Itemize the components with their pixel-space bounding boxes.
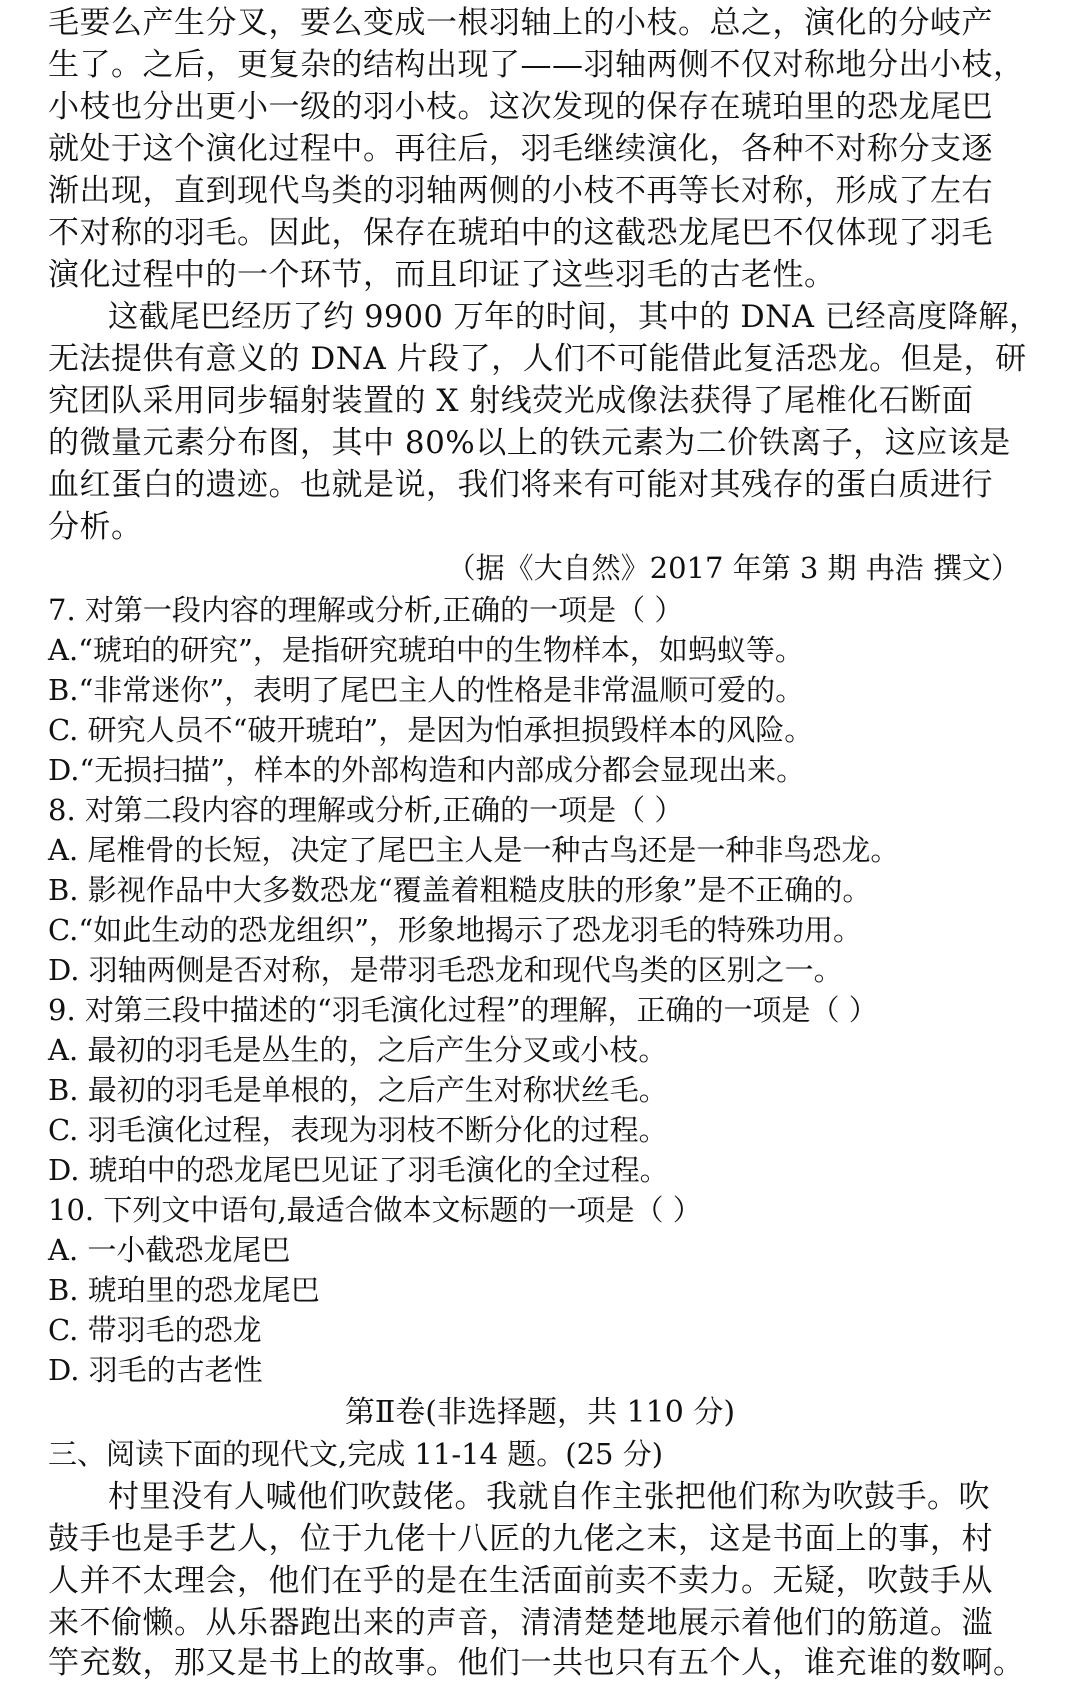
passage-line: 不对称的羽毛。因此，保存在琥珀中的这截恐龙尾巴不仅体现了羽毛 — [48, 215, 993, 251]
answer-option: A. 尾椎骨的长短，决定了尾巴主人是一种古鸟还是一种非鸟恐龙。 — [48, 833, 900, 867]
passage-line: 鼓手也是手艺人，位于九佬十八匠的九佬之末，这是书面上的事，村 — [48, 1521, 993, 1557]
passage-line: 无法提供有意义的 DNA 片段了，人们不可能借此复活恐龙。但是，研 — [48, 341, 1027, 377]
question-stem: 10. 下列文中语句,最适合做本文标题的一项是（ ） — [48, 1193, 702, 1227]
passage-line: 生了。之后，更复杂的结构出现了——羽轴两侧不仅对称地分出小枝， — [48, 47, 1025, 83]
passage-line: 人并不太理会，他们在乎的是在生活面前卖不卖力。无疑，吹鼓手从 — [48, 1563, 993, 1599]
question-stem: 7. 对第一段内容的理解或分析,正确的一项是（ ） — [48, 593, 684, 627]
question-stem: 8. 对第二段内容的理解或分析,正确的一项是（ ） — [48, 793, 684, 827]
answer-option: D. 羽轴两侧是否对称，是带羽毛恐龙和现代鸟类的区别之一。 — [48, 953, 843, 987]
answer-option: A.“琥珀的研究”，是指研究琥珀中的生物样本，如蚂蚁等。 — [48, 633, 804, 667]
answer-option: B.“非常迷你”，表明了尾巴主人的性格是非常温顺可爱的。 — [48, 673, 805, 707]
passage-line: 毛要么产生分叉，要么变成一根羽轴上的小枝。总之，演化的分岐产 — [48, 5, 993, 41]
part-title: 第Ⅱ卷(非选择题，共 110 分) — [344, 1395, 736, 1430]
passage-line: 的微量元素分布图，其中 80%以上的铁元素为二价铁离子，这应该是 — [48, 425, 1011, 461]
passage-line: 究团队采用同步辐射装置的 X 射线荧光成像法获得了尾椎化石断面 — [48, 383, 974, 419]
section-heading: 三、阅读下面的现代文,完成 11-14 题。(25 分) — [48, 1437, 664, 1471]
answer-option: D.“无损扫描”，样本的外部构造和内部成分都会显现出来。 — [48, 753, 806, 787]
passage-line: 渐出现，直到现代鸟类的羽轴两侧的小枝不再等长对称，形成了左右 — [48, 173, 993, 209]
question-stem: 9. 对第三段中描述的“羽毛演化过程”的理解，正确的一项是（ ） — [48, 993, 878, 1027]
answer-option: B. 琥珀里的恐龙尾巴 — [48, 1273, 320, 1307]
answer-option: C. 带羽毛的恐龙 — [48, 1313, 262, 1347]
answer-option: D. 羽毛的古老性 — [48, 1353, 263, 1387]
answer-option: A. 一小截恐龙尾巴 — [48, 1233, 291, 1267]
passage-line: 分析。 — [48, 509, 143, 545]
passage-line: 小枝也分出更小一级的羽小枝。这次发现的保存在琥珀里的恐龙尾巴 — [48, 89, 993, 125]
passage-line: 村里没有人喊他们吹鼓佬。我就自作主张把他们称为吹鼓手。吹 — [108, 1479, 990, 1515]
answer-option: D. 琥珀中的恐龙尾巴见证了羽毛演化的全过程。 — [48, 1153, 669, 1187]
answer-option: B. 最初的羽毛是单根的，之后产生对称状丝毛。 — [48, 1073, 668, 1107]
passage-line: 来不偷懒。从乐器跑出来的声音，清清楚楚地展示着他们的筋道。滥 — [48, 1605, 993, 1641]
answer-option: C. 研究人员不“破开琥珀”，是因为怕承担损毁样本的风险。 — [48, 713, 814, 747]
passage-line: 演化过程中的一个环节，而且印证了这些羽毛的古老性。 — [48, 257, 836, 293]
passage-line: 血红蛋白的遗迹。也就是说，我们将来有可能对其残存的蛋白质进行 — [48, 467, 993, 503]
answer-option: C. 羽毛演化过程，表现为羽枝不断分化的过程。 — [48, 1113, 668, 1147]
passage-line: 竽充数，那又是书上的故事。他们一共也只有五个人，谁充谁的数啊。 — [48, 1645, 1025, 1681]
answer-option: C.“如此生动的恐龙组织”，形象地揭示了恐龙羽毛的特殊功用。 — [48, 913, 863, 947]
passage-line: 就处于这个演化过程中。再往后，羽毛继续演化，各种不对称分支逐 — [48, 131, 993, 167]
passage-line: 这截尾巴经历了约 9900 万年的时间，其中的 DNA 已经高度降解， — [108, 299, 1040, 335]
answer-option: A. 最初的羽毛是丛生的，之后产生分叉或小枝。 — [48, 1033, 668, 1067]
source-citation: （据《大自然》2017 年第 3 期 冉浩 撰文） — [446, 551, 1020, 585]
answer-option: B. 影视作品中大多数恐龙“覆盖着粗糙皮肤的形象”是不正确的。 — [48, 873, 872, 907]
